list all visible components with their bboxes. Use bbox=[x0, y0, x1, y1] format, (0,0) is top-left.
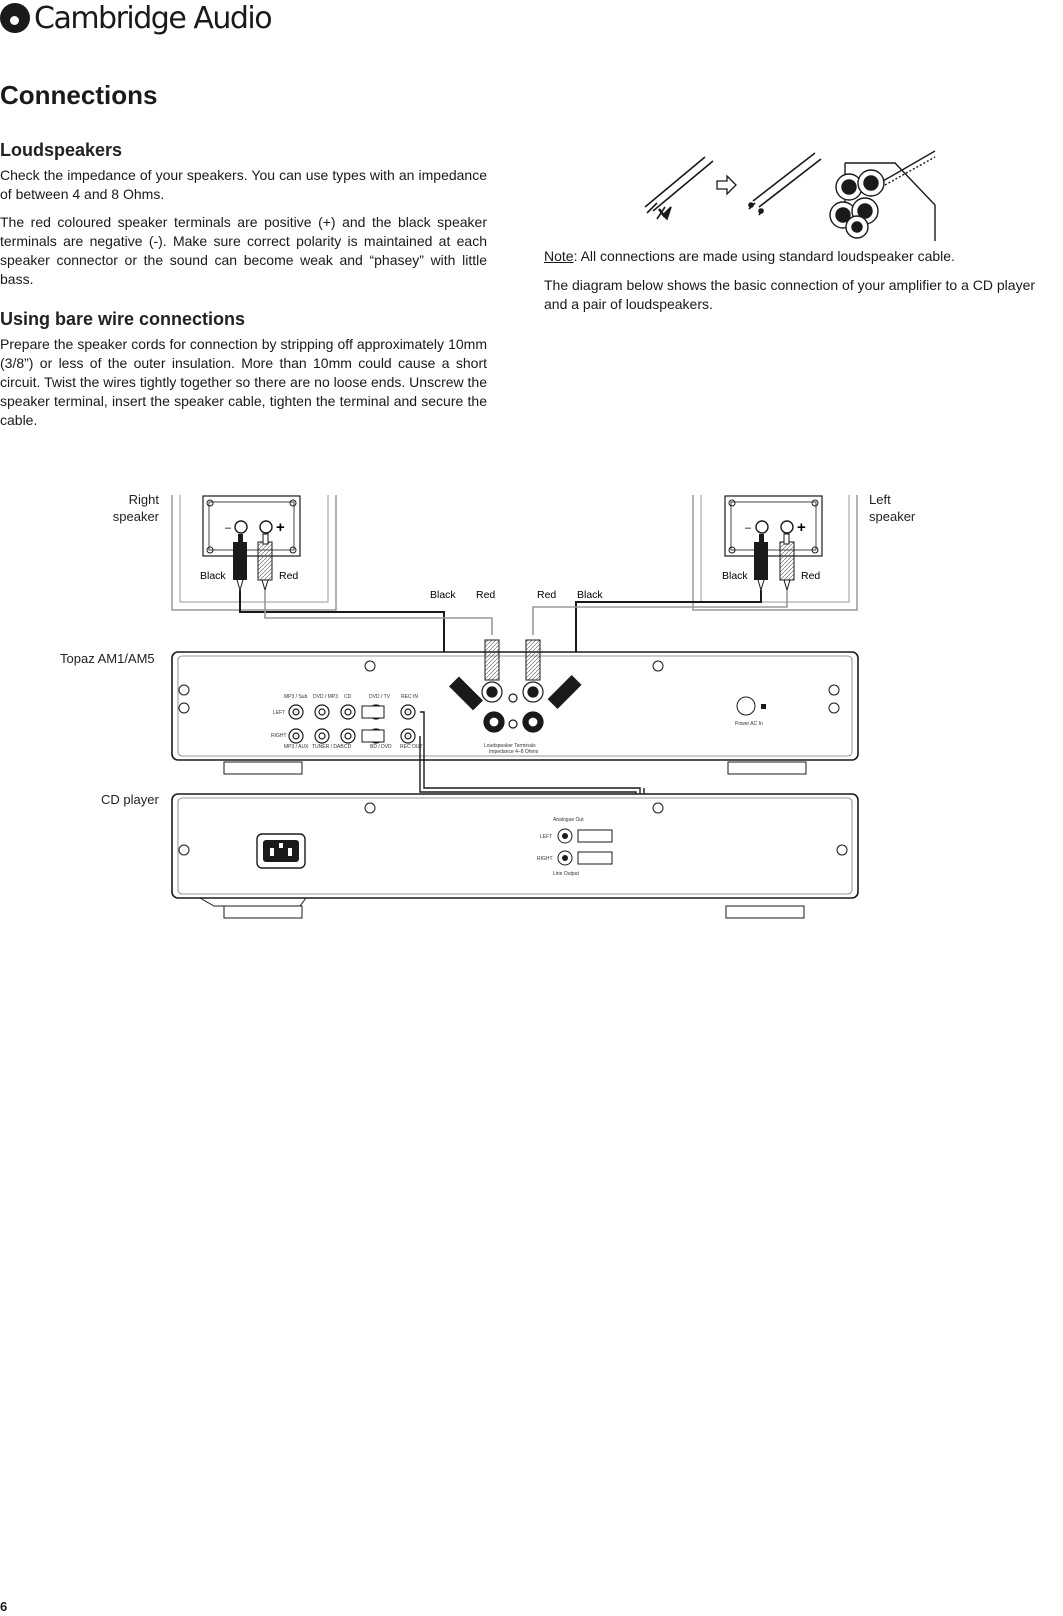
amp-label-mp3-sub: MP3 / Sub bbox=[284, 694, 308, 700]
diagram-intro-paragraph: The diagram below shows the basic connection of your amplifier to a CD player and a pair of loudspeakers. bbox=[544, 277, 1036, 312]
left-speaker-label bbox=[869, 491, 915, 525]
left-speaker-minus: – bbox=[745, 522, 752, 534]
connection-diagram bbox=[0, 480, 1063, 950]
amp-label-mp3-aux: MP3 / AUX bbox=[284, 744, 309, 750]
cable-red-label-1: Red bbox=[476, 589, 496, 601]
right-speaker-minus: – bbox=[225, 522, 232, 534]
loudspeakers-paragraph-2: The red coloured speaker terminals are positive (+) and the black speaker terminals are negative (-). Make sure correct polarity is maintained at each speaker connector or the sound can become weak and “phasey” with little bass. bbox=[0, 214, 487, 287]
bare-wire-heading: Using bare wire connections bbox=[0, 309, 246, 329]
cable-black-label-2: Black bbox=[577, 589, 603, 601]
cable-red-label-2: Red bbox=[537, 589, 557, 601]
amp-label-rec-out: REC OUT bbox=[400, 744, 423, 750]
note-paragraph bbox=[544, 247, 1034, 266]
amp-label-terminals: Loudspeaker Terminals bbox=[484, 743, 536, 749]
amp-label-left: LEFT bbox=[273, 710, 286, 716]
right-speaker-label-line-1: Right bbox=[128, 492, 159, 507]
amp-label-cd-bottom: CD bbox=[344, 744, 352, 750]
left-speaker-red-label: Red bbox=[801, 570, 821, 582]
bare-wire-paragraph: Prepare the speaker cords for connection by stripping off approximately 10mm (3/8”) or less of the outer insulation. More than 10mm could cause a short circuit. Twist the wires tightly together so there are no loose ends. Unscrew the speaker terminal, insert the speaker cable, tighten the terminal and secure the cable. bbox=[0, 336, 487, 428]
right-speaker-label-line-2: speaker bbox=[112, 509, 159, 524]
amp-label-right: RIGHT bbox=[271, 733, 287, 739]
amp-label-bd-dvd: BD / DVD bbox=[370, 744, 392, 750]
right-speaker bbox=[172, 495, 336, 610]
right-speaker-plus: + bbox=[276, 519, 285, 536]
left-speaker bbox=[693, 495, 857, 610]
loudspeakers-paragraph-1: Check the impedance of your speakers. You can use types with an impedance of between 4 and 8 Ohms. bbox=[0, 167, 487, 202]
amplifier-rear-panel bbox=[172, 640, 858, 774]
wire-stripping-illustration bbox=[635, 145, 945, 245]
brand-name: Cambridge Audio bbox=[34, 0, 272, 36]
amp-label-power: Power AC In bbox=[735, 721, 763, 727]
brand-logo bbox=[0, 0, 271, 36]
amplifier-label: Topaz AM1/AM5 bbox=[60, 651, 155, 666]
note-label: Note bbox=[544, 248, 574, 264]
cable-black-label-1: Black bbox=[430, 589, 456, 601]
cd-player-rear-panel bbox=[172, 794, 858, 918]
left-speaker-black-label: Black bbox=[722, 570, 748, 582]
left-speaker-label-line-1: Left bbox=[869, 492, 891, 507]
cd-label-line-output: Line Output bbox=[553, 871, 579, 877]
brand-logo-icon bbox=[0, 3, 30, 33]
cd-label-left: LEFT bbox=[540, 834, 553, 840]
binding-posts-icon bbox=[830, 151, 935, 241]
page-title: Connections bbox=[0, 80, 158, 110]
amp-label-rec-in: REC IN bbox=[401, 694, 418, 700]
cd-label-analogue-out: Analogue Out bbox=[553, 817, 584, 823]
page-number: 6 bbox=[0, 1599, 8, 1614]
cd-label-right: RIGHT bbox=[537, 856, 553, 862]
amp-label-impedance: Impedance 4–8 Ohms bbox=[489, 749, 539, 755]
left-speaker-plus: + bbox=[797, 519, 806, 536]
right-speaker-black-label: Black bbox=[200, 570, 226, 582]
amp-label-cd-top: CD bbox=[344, 694, 352, 700]
note-text: : All connections are made using standard loudspeaker cable. bbox=[573, 248, 955, 264]
amp-label-tuner-dab: TUNER / DAB bbox=[312, 744, 344, 750]
cable-twisted-icon bbox=[749, 153, 821, 215]
cd-player-label: CD player bbox=[101, 792, 159, 807]
arrow-right-icon bbox=[717, 176, 736, 194]
amp-label-dvd-mp3: DVD / MP3 bbox=[313, 694, 339, 700]
left-speaker-label-line-2: speaker bbox=[869, 509, 916, 524]
loudspeakers-heading: Loudspeakers bbox=[0, 140, 123, 160]
right-speaker-red-label: Red bbox=[279, 570, 299, 582]
amp-label-dvd-tv: DVD / TV bbox=[369, 694, 391, 700]
right-speaker-label bbox=[110, 491, 159, 525]
cable-stripped-icon bbox=[645, 157, 713, 219]
